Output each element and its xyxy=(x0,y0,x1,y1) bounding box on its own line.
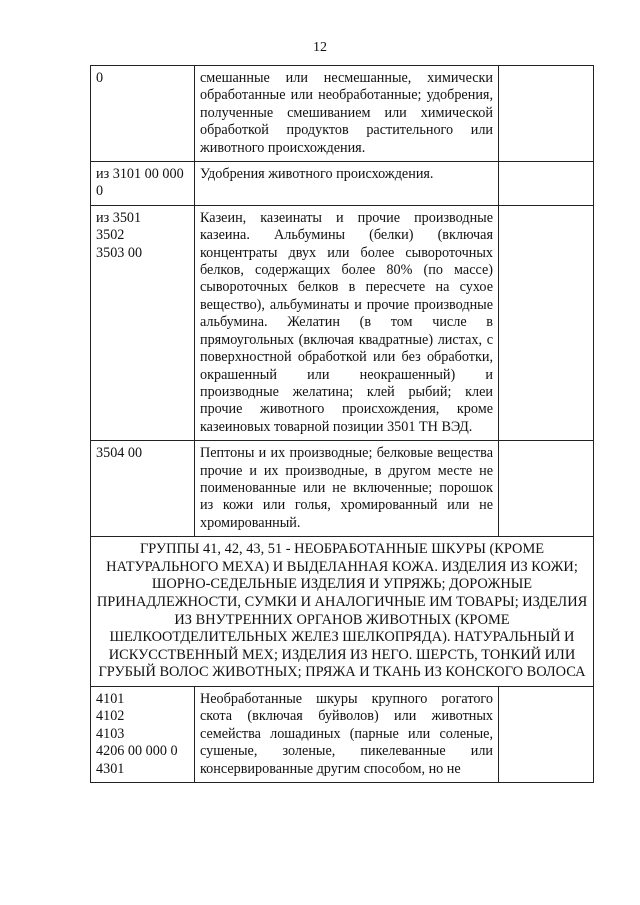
empty-cell xyxy=(499,686,594,782)
code-cell xyxy=(91,686,195,782)
page-number: 12 xyxy=(313,40,327,55)
description-cell: Пептоны и их производные; белковые вещества прочие и их производные, в другом месте не поименованные или не включенные; порошок из кожи или голья, хромированный или не хромированный. xyxy=(195,441,499,537)
table-row xyxy=(91,162,594,206)
empty-cell xyxy=(499,441,594,537)
code-line: 0 xyxy=(96,70,104,86)
code-cell xyxy=(91,441,195,537)
description-cell: Удобрения животного происхождения. xyxy=(195,162,499,206)
code-line: 4102 xyxy=(96,708,125,725)
code-line: 4103 xyxy=(96,725,125,742)
code-line: из 3101 00 000 xyxy=(96,166,184,183)
group-heading: ГРУППЫ 41, 42, 43, 51 - НЕОБРАБОТАННЫЕ ШКУРЫ (КРОМЕ НАТУРАЛЬНОГО МЕХА) И ВЫДЕЛАННАЯ КОЖА. ИЗДЕЛИЯ ИЗ КОЖИ; ШОРНО-СЕДЕЛЬНЫЕ ИЗДЕЛИЯ И УПРЯЖЬ; ДОРОЖНЫЕ ПРИНАДЛЕЖНОСТИ, СУМКИ И АНАЛОГИЧНЫЕ ИМ ТОВАРЫ; ИЗДЕЛИЯ ИЗ ВНУТРЕННИХ ОРГАНОВ ЖИВОТНЫХ (КРОМЕ ШЕЛКООТДЕЛИТЕЛЬНЫХ ЖЕЛЕЗ ШЕЛКОПРЯДА). НАТУРАЛЬНЫЙ И ИСКУССТВЕННЫЙ МЕХ; ИЗДЕЛИЯ ИЗ НЕГО. ШЕРСТЬ, ТОНКИЙ ИЛИ ГРУБЫЙ ВОЛОС ЖИВОТНЫХ; ПРЯЖА И ТКАНЬ ИЗ КОНСКОГО ВОЛОСА xyxy=(91,537,594,687)
description-cell: Казеин, казеинаты и прочие производные казеина. Альбумины (белки) (включая концентраты двух или более сывороточных белков, содержащих более 80% (по массе) сывороточных белков в пересчете на сухое вещество), альбуминаты и прочие производные альбумина. Желатин (в том числе в прямоугольных (включая квадратные) листах, с поверхностной обработкой или без обработки, окрашенный или неокрашенный) и производные желатина; клей рыбий; клеи прочие животного происхождения, кроме казеиновых товарной позиции 3501 ТН ВЭД. xyxy=(195,205,499,440)
group-heading-row xyxy=(91,537,594,687)
code-line: 3503 00 xyxy=(96,244,143,261)
table-row xyxy=(91,66,594,162)
empty-cell xyxy=(499,66,594,162)
description-cell: Необработанные шкуры крупного рогатого скота (включая буйволов) или животных семейства лошадиных (парные или соленые, сушеные, золеные, пикелеванные или консервированные другим способом, но не xyxy=(195,686,499,782)
code-line: 4206 00 000 0 xyxy=(96,743,178,760)
table-row xyxy=(91,441,594,537)
code-cell xyxy=(91,205,195,440)
code-line: 3502 xyxy=(96,227,125,244)
code-line: 3504 00 xyxy=(96,445,143,462)
empty-cell xyxy=(499,205,594,440)
code-line: из 3501 xyxy=(96,209,142,226)
code-line: 4101 xyxy=(96,690,125,707)
code-line: 0 xyxy=(96,183,104,200)
table-row xyxy=(91,686,594,782)
tariff-table xyxy=(90,65,594,783)
table-row xyxy=(91,205,594,440)
code-cell xyxy=(91,66,195,162)
code-cell xyxy=(91,162,195,206)
empty-cell xyxy=(499,162,594,206)
description-cell: смешанные или несмешанные, химически обработанные или необработанные; удобрения, полученные смешиванием или химической обработкой продуктов растительного или животного происхождения. xyxy=(195,66,499,162)
code-line: 4301 xyxy=(96,760,125,777)
